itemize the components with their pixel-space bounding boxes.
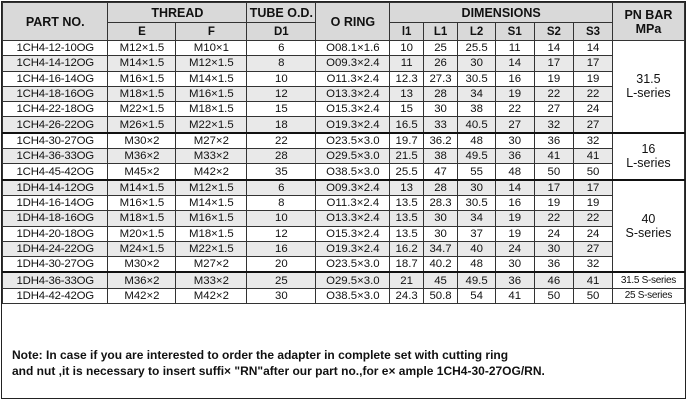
cell-oring: O23.5×3.0 — [316, 257, 390, 273]
cell-f: M12×1.5 — [176, 180, 247, 196]
cell-f: M18×1.5 — [176, 102, 247, 117]
cell-f: M16×1.5 — [176, 86, 247, 101]
cell-l: 28.3 — [423, 195, 457, 210]
cell-l1: 13.5 — [390, 226, 423, 241]
pn-group-3-line1: 40 — [641, 212, 656, 227]
cell-s2: 17 — [534, 56, 574, 71]
cell-e: M36×2 — [108, 272, 176, 288]
cell-s3: 17 — [574, 56, 613, 71]
cell-s2: 50 — [534, 164, 574, 180]
cell-l2: 48 — [458, 133, 496, 149]
cell-f: M27×2 — [176, 257, 247, 273]
cell-f: M14×1.5 — [176, 195, 247, 210]
cell-l: 27.3 — [423, 71, 457, 86]
cell-s3: 41 — [574, 149, 613, 164]
cell-f: M27×2 — [176, 133, 247, 149]
pn-group-2-line2: L-series — [626, 156, 671, 171]
table-row — [3, 117, 685, 133]
cell-l2: 55 — [458, 164, 496, 180]
cell-s2: 14 — [534, 41, 574, 56]
table-row — [3, 272, 685, 288]
cell-part: 1DH4-30-27OG — [3, 257, 108, 273]
pn-group-3-line2: S-series — [625, 226, 672, 241]
pn-group-3 — [612, 180, 684, 273]
cell-s1: 14 — [495, 180, 534, 196]
cell-e: M22×1.5 — [108, 102, 176, 117]
pn-group-2-line1: 16 — [641, 142, 656, 157]
cell-s3: 32 — [574, 257, 613, 273]
cell-s3: 14 — [574, 41, 613, 56]
cell-s3: 17 — [574, 180, 613, 196]
cell-f: M14×1.5 — [176, 71, 247, 86]
spec-sheet — [1, 1, 686, 399]
cell-l2: 49.5 — [458, 272, 496, 288]
cell-l: 50.8 — [423, 288, 457, 303]
header-l2: L2 — [458, 23, 496, 41]
cell-d1: 20 — [247, 257, 316, 273]
cell-l2: 34 — [458, 86, 496, 101]
pn-group-2 — [612, 133, 684, 180]
cell-s1: 16 — [495, 71, 534, 86]
header-pn-bar-line1: PN BAR — [624, 7, 673, 22]
table-row — [3, 164, 685, 180]
cell-l: 34.7 — [423, 241, 457, 256]
table-row — [3, 86, 685, 101]
table-row — [3, 180, 685, 196]
cell-oring: O19.3×2.4 — [316, 117, 390, 133]
cell-l: 30 — [423, 102, 457, 117]
cell-l1: 13 — [390, 86, 423, 101]
cell-l1: 16.5 — [390, 117, 423, 133]
cell-l: 40.2 — [423, 257, 457, 273]
pn-group-1 — [612, 41, 684, 133]
cell-e: M16×1.5 — [108, 71, 176, 86]
cell-s3: 22 — [574, 211, 613, 226]
cell-d1: 22 — [247, 133, 316, 149]
cell-s2: 19 — [534, 71, 574, 86]
cell-e: M20×1.5 — [108, 226, 176, 241]
table-row — [3, 241, 685, 256]
cell-oring: O19.3×2.4 — [316, 241, 390, 256]
cell-oring: O09.3×2.4 — [316, 180, 390, 196]
cell-part: 1CH4-18-16OG — [3, 86, 108, 101]
cell-f: M10×1 — [176, 41, 247, 56]
cell-s2: 30 — [534, 241, 574, 256]
cell-oring: O29.5×3.0 — [316, 272, 390, 288]
cell-oring: O23.5×3.0 — [316, 133, 390, 149]
cell-part: 1CH4-14-12OG — [3, 56, 108, 71]
cell-s3: 22 — [574, 86, 613, 101]
cell-part: 1CH4-22-18OG — [3, 102, 108, 117]
cell-oring: O08.1×1.6 — [316, 41, 390, 56]
cell-s2: 46 — [534, 272, 574, 288]
cell-s3: 27 — [574, 117, 613, 133]
header-tube-od: TUBE O.D. — [247, 3, 316, 23]
table-body — [3, 41, 685, 304]
cell-s3: 41 — [574, 272, 613, 288]
cell-s2: 50 — [534, 288, 574, 303]
order-note-line2: and nut ,it is necessary to insert suffi× "RN"after our part no.,for e× ample 1CH4-30-27OG/RN. — [12, 364, 545, 378]
table-row — [3, 41, 685, 56]
header-s3: S3 — [574, 23, 613, 41]
header-pn-bar-line2: MPa — [635, 21, 662, 36]
cell-oring: O11.3×2.4 — [316, 195, 390, 210]
cell-l1: 18.7 — [390, 257, 423, 273]
table-row — [3, 211, 685, 226]
cell-l1: 24.3 — [390, 288, 423, 303]
cell-l1: 16.2 — [390, 241, 423, 256]
cell-d1: 6 — [247, 180, 316, 196]
cell-l: 30 — [423, 226, 457, 241]
cell-s2: 32 — [534, 117, 574, 133]
cell-f: M12×1.5 — [176, 56, 247, 71]
cell-l1: 15 — [390, 102, 423, 117]
cell-s3: 19 — [574, 71, 613, 86]
header-f: F — [176, 23, 247, 41]
cell-s1: 11 — [495, 41, 534, 56]
cell-l1: 13.5 — [390, 195, 423, 210]
cell-d1: 16 — [247, 241, 316, 256]
cell-d1: 8 — [247, 195, 316, 210]
header-pn-bar — [612, 3, 684, 41]
cell-part: 1CH4-45-42OG — [3, 164, 108, 180]
cell-part: 1DH4-14-12OG — [3, 180, 108, 196]
cell-l2: 30.5 — [458, 195, 496, 210]
cell-e: M14×1.5 — [108, 56, 176, 71]
cell-oring: O11.3×2.4 — [316, 71, 390, 86]
cell-f: M22×1.5 — [176, 241, 247, 256]
cell-d1: 35 — [247, 164, 316, 180]
cell-l: 47 — [423, 164, 457, 180]
cell-oring: O38.5×3.0 — [316, 164, 390, 180]
pn-group-1-line2: L-series — [626, 86, 671, 101]
cell-e: M16×1.5 — [108, 195, 176, 210]
header-s1: S1 — [495, 23, 534, 41]
header-l1: l1 — [390, 23, 423, 41]
cell-oring: O15.3×2.4 — [316, 102, 390, 117]
cell-e: M24×1.5 — [108, 241, 176, 256]
header-o-ring: O RING — [316, 3, 390, 41]
table-row — [3, 56, 685, 71]
order-note-line1: Note: In case if you are interested to order the adapter in complete set with cutting ring — [12, 348, 509, 362]
cell-s2: 24 — [534, 226, 574, 241]
cell-l2: 54 — [458, 288, 496, 303]
cell-d1: 10 — [247, 211, 316, 226]
cell-d1: 8 — [247, 56, 316, 71]
cell-l2: 25.5 — [458, 41, 496, 56]
cell-f: M33×2 — [176, 272, 247, 288]
cell-d1: 12 — [247, 86, 316, 101]
cell-d1: 12 — [247, 226, 316, 241]
cell-s1: 14 — [495, 56, 534, 71]
cell-l2: 38 — [458, 102, 496, 117]
cell-s2: 27 — [534, 102, 574, 117]
cell-l2: 30 — [458, 180, 496, 196]
cell-f: M42×2 — [176, 164, 247, 180]
cell-s1: 36 — [495, 149, 534, 164]
cell-d1: 30 — [247, 288, 316, 303]
cell-s1: 30 — [495, 133, 534, 149]
cell-s1: 22 — [495, 102, 534, 117]
header-thread: THREAD — [108, 3, 247, 23]
cell-s3: 24 — [574, 226, 613, 241]
cell-s3: 24 — [574, 102, 613, 117]
cell-s2: 19 — [534, 195, 574, 210]
cell-part: 1CH4-12-10OG — [3, 41, 108, 56]
cell-oring: O13.3×2.4 — [316, 86, 390, 101]
cell-e: M30×2 — [108, 257, 176, 273]
cell-l: 45 — [423, 272, 457, 288]
cell-l: 26 — [423, 56, 457, 71]
header-dimensions: DIMENSIONS — [390, 3, 612, 23]
order-note — [12, 347, 677, 379]
table-row — [3, 257, 685, 273]
cell-l1: 25.5 — [390, 164, 423, 180]
header-part-no: PART NO. — [3, 3, 108, 41]
cell-l2: 30.5 — [458, 71, 496, 86]
pn-group-4 — [612, 272, 684, 288]
header-e: E — [108, 23, 176, 41]
cell-d1: 6 — [247, 41, 316, 56]
cell-l1: 10 — [390, 41, 423, 56]
cell-l1: 12.3 — [390, 71, 423, 86]
cell-d1: 15 — [247, 102, 316, 117]
cell-part: 1DH4-42-42OG — [3, 288, 108, 303]
cell-f: M42×2 — [176, 288, 247, 303]
cell-s1: 48 — [495, 164, 534, 180]
cell-l2: 37 — [458, 226, 496, 241]
cell-s1: 41 — [495, 288, 534, 303]
cell-l: 28 — [423, 180, 457, 196]
cell-part: 1CH4-36-33OG — [3, 149, 108, 164]
cell-s3: 32 — [574, 133, 613, 149]
table-row — [3, 226, 685, 241]
cell-l2: 48 — [458, 257, 496, 273]
cell-part: 1DH4-36-33OG — [3, 272, 108, 288]
cell-s1: 19 — [495, 226, 534, 241]
cell-part: 1DH4-24-22OG — [3, 241, 108, 256]
pn-group-5-line1: 25 S-series — [624, 289, 673, 301]
header-d1: D1 — [247, 23, 316, 41]
cell-s1: 19 — [495, 86, 534, 101]
cell-e: M45×2 — [108, 164, 176, 180]
cell-s2: 17 — [534, 180, 574, 196]
cell-e: M18×1.5 — [108, 211, 176, 226]
cell-l2: 49.5 — [458, 149, 496, 164]
cell-s1: 27 — [495, 117, 534, 133]
cell-part: 1CH4-30-27OG — [3, 133, 108, 149]
cell-l: 28 — [423, 86, 457, 101]
table-row — [3, 149, 685, 164]
cell-l2: 40 — [458, 241, 496, 256]
cell-d1: 25 — [247, 272, 316, 288]
cell-s3: 27 — [574, 241, 613, 256]
cell-l1: 21.5 — [390, 149, 423, 164]
cell-s1: 36 — [495, 272, 534, 288]
cell-s1: 24 — [495, 241, 534, 256]
cell-oring: O15.3×2.4 — [316, 226, 390, 241]
pn-group-4-line1: 31.5 S-series — [620, 274, 676, 286]
pn-group-5 — [612, 288, 684, 303]
table-row — [3, 102, 685, 117]
cell-oring: O38.5×3.0 — [316, 288, 390, 303]
cell-e: M36×2 — [108, 149, 176, 164]
cell-l2: 30 — [458, 56, 496, 71]
cell-s3: 50 — [574, 288, 613, 303]
cell-part: 1DH4-18-16OG — [3, 211, 108, 226]
table-row — [3, 71, 685, 86]
cell-l1: 13 — [390, 180, 423, 196]
cell-f: M22×1.5 — [176, 117, 247, 133]
cell-f: M18×1.5 — [176, 226, 247, 241]
cell-l: 25 — [423, 41, 457, 56]
cell-oring: O29.5×3.0 — [316, 149, 390, 164]
cell-s2: 22 — [534, 86, 574, 101]
fitting-spec-table — [2, 2, 685, 304]
cell-d1: 18 — [247, 117, 316, 133]
cell-l1: 21 — [390, 272, 423, 288]
cell-s2: 22 — [534, 211, 574, 226]
cell-d1: 10 — [247, 71, 316, 86]
cell-e: M12×1.5 — [108, 41, 176, 56]
cell-part: 1DH4-20-18OG — [3, 226, 108, 241]
pn-group-1-line1: 31.5 — [636, 72, 661, 87]
cell-e: M30×2 — [108, 133, 176, 149]
cell-d1: 28 — [247, 149, 316, 164]
cell-s1: 30 — [495, 257, 534, 273]
cell-s2: 36 — [534, 133, 574, 149]
header-l: L1 — [423, 23, 457, 41]
cell-e: M26×1.5 — [108, 117, 176, 133]
cell-s1: 19 — [495, 211, 534, 226]
header-s2: S2 — [534, 23, 574, 41]
table-row — [3, 133, 685, 149]
cell-l1: 11 — [390, 56, 423, 71]
cell-part: 1DH4-16-14OG — [3, 195, 108, 210]
cell-l1: 13.5 — [390, 211, 423, 226]
cell-s3: 19 — [574, 195, 613, 210]
table-row — [3, 195, 685, 210]
cell-s3: 50 — [574, 164, 613, 180]
cell-l1: 19.7 — [390, 133, 423, 149]
cell-e: M42×2 — [108, 288, 176, 303]
cell-l: 30 — [423, 211, 457, 226]
cell-l: 36.2 — [423, 133, 457, 149]
cell-s1: 16 — [495, 195, 534, 210]
table-row — [3, 288, 685, 303]
cell-e: M14×1.5 — [108, 180, 176, 196]
cell-l: 33 — [423, 117, 457, 133]
cell-l: 38 — [423, 149, 457, 164]
cell-oring: O13.3×2.4 — [316, 211, 390, 226]
cell-part: 1CH4-16-14OG — [3, 71, 108, 86]
cell-l2: 34 — [458, 211, 496, 226]
cell-l2: 40.5 — [458, 117, 496, 133]
cell-s2: 36 — [534, 257, 574, 273]
cell-f: M33×2 — [176, 149, 247, 164]
cell-oring: O09.3×2.4 — [316, 56, 390, 71]
cell-e: M18×1.5 — [108, 86, 176, 101]
cell-s2: 41 — [534, 149, 574, 164]
cell-f: M16×1.5 — [176, 211, 247, 226]
cell-part: 1CH4-26-22OG — [3, 117, 108, 133]
